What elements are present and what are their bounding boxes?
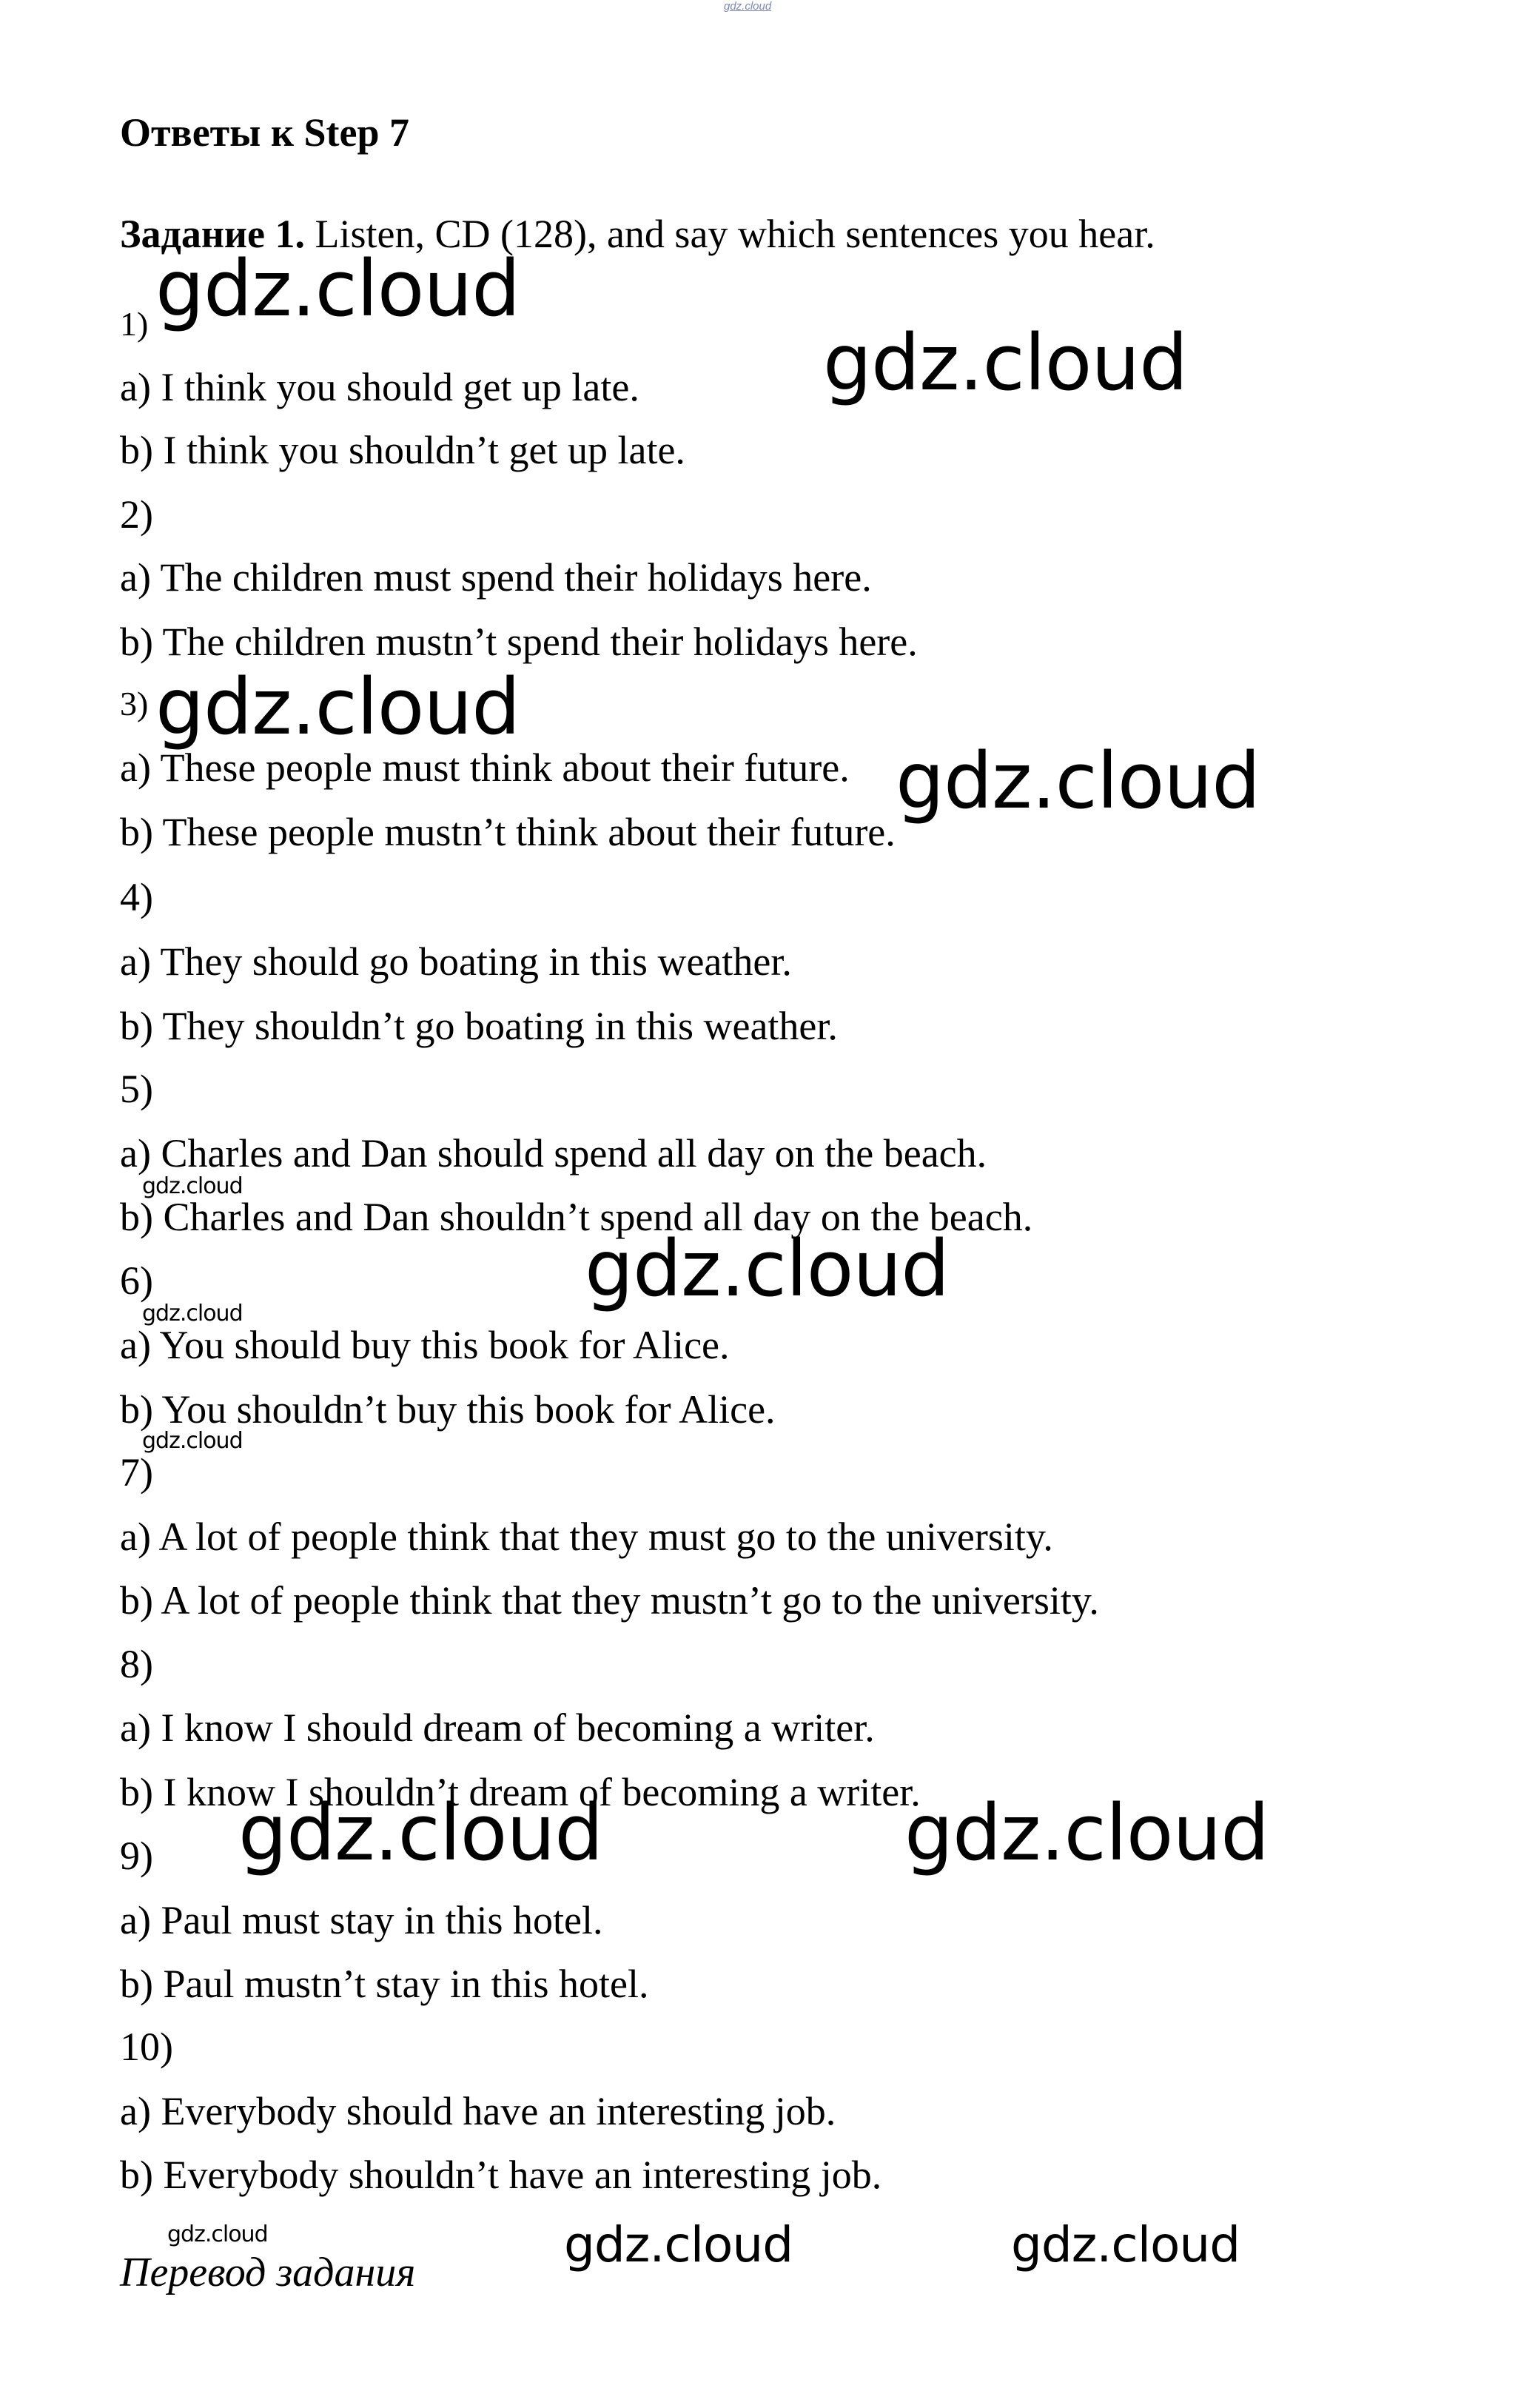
page-title: Ответы к Step 7	[120, 110, 409, 155]
watermark: gdz.cloud	[142, 1428, 243, 1454]
option-b: b) They shouldn’t go boating in this weather.	[120, 1004, 838, 1048]
option-a: a) These people must think about their future.	[120, 745, 850, 790]
option-a: a) Everybody should have an interesting job.	[120, 2089, 836, 2133]
option-b: b) These people mustn’t think about their future.	[120, 810, 896, 854]
option-a: a) I know I should dream of becoming a writer.	[120, 1706, 875, 1750]
watermark: gdz.cloud	[167, 2221, 268, 2247]
watermark: gdz.cloud	[585, 1224, 950, 1314]
option-a: a) Charles and Dan should spend all day on the beach.	[120, 1131, 987, 1176]
option-b: b) I think you shouldn’t get up late.	[120, 428, 685, 472]
option-b: b) Everybody shouldn’t have an interesting job.	[120, 2153, 882, 2197]
option-a: a) You should buy this book for Alice.	[120, 1323, 730, 1367]
top-watermark-link[interactable]: gdz.cloud	[724, 0, 772, 13]
item-number: 7)	[120, 1450, 153, 1495]
item-number: 6)	[120, 1258, 153, 1303]
watermark: gdz.cloud	[155, 244, 520, 334]
item-number: 5)	[120, 1067, 153, 1111]
item-number: 2)	[120, 492, 153, 537]
option-a: a) Paul must stay in this hotel.	[120, 1898, 603, 1942]
watermark: gdz.cloud	[142, 1173, 243, 1199]
watermark: gdz.cloud	[142, 1301, 243, 1327]
option-a: a) A lot of people think that they must go to the university.	[120, 1515, 1053, 1559]
task-text: Listen, CD (128), and say which sentences you hear.	[305, 212, 1155, 256]
item-number: 8)	[120, 1642, 153, 1686]
task-label: Задание 1.	[120, 212, 306, 256]
option-b: b) Charles and Dan shouldn’t spend all day on the beach.	[120, 1195, 1033, 1239]
watermark: gdz.cloud	[564, 2216, 793, 2273]
watermark: gdz.cloud	[155, 662, 520, 752]
option-a: a) I think you should get up late.	[120, 365, 639, 409]
option-b: b) You shouldn’t buy this book for Alice.	[120, 1387, 776, 1432]
option-b: b) Paul mustn’t stay in this hotel.	[120, 1962, 649, 2006]
item-number: 10)	[120, 2025, 173, 2069]
watermark: gdz.cloud	[904, 1788, 1269, 1878]
item-number: 4)	[120, 875, 153, 919]
item-number: 1)	[120, 305, 149, 343]
watermark: gdz.cloud	[823, 318, 1188, 408]
item-number: 9)	[120, 1834, 153, 1878]
item-number: 3)	[120, 685, 149, 722]
translation-link[interactable]: Перевод задания	[120, 2250, 416, 2295]
option-a: a) The children must spend their holidays here.	[120, 555, 872, 600]
watermark: gdz.cloud	[1011, 2216, 1240, 2273]
option-a: a) They should go boating in this weather.	[120, 939, 792, 984]
watermark: gdz.cloud	[238, 1788, 603, 1878]
watermark: gdz.cloud	[896, 736, 1260, 826]
option-b: b) A lot of people think that they mustn’t go to the university.	[120, 1578, 1099, 1623]
option-b: b) The children mustn’t spend their holidays here.	[120, 620, 918, 664]
option-b: b) I know I shouldn’t dream of becoming a writer.	[120, 1770, 921, 1814]
